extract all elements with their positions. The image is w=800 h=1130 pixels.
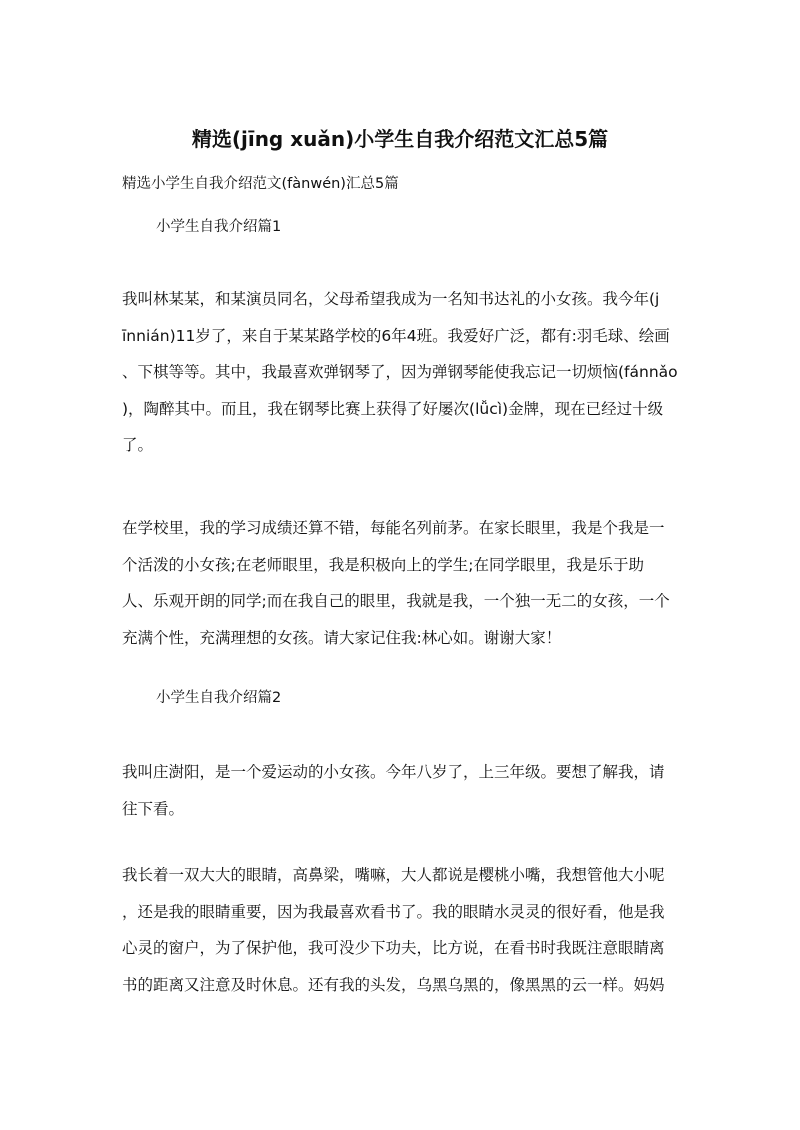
paragraph-1 xyxy=(122,281,682,464)
paragraph-2 xyxy=(122,510,682,656)
document-subtitle: 精选小学生自我介绍范文(fànwén)汇总5篇 xyxy=(122,176,399,192)
paragraph-line: )，陶醉其中。而且，我在钢琴比赛上获得了好屡次(lǚcì)金牌，现在已经过十级 xyxy=(122,399,664,418)
paragraph-line: ，还是我的眼睛重要，因为我最喜欢看书了。我的眼睛水灵灵的很好看，他是我 xyxy=(122,902,665,921)
paragraph-line: 人、乐观开朗的同学;而在我自己的眼里，我就是我，一个独一无二的女孩，一个 xyxy=(122,592,670,610)
document-title: 精选(jīng xuǎn)小学生自我介绍范文汇总5篇 xyxy=(191,127,609,151)
paragraph-line: 我长着一双大大的眼睛，高鼻梁，嘴嘛，大人都说是樱桃小嘴，我想管他大小呢 xyxy=(122,866,665,884)
paragraph-line: 充满个性，充满理想的女孩。请大家记住我:林心如。谢谢大家！ xyxy=(122,628,562,647)
paragraph-line: 个活泼的小女孩;在老师眼里，我是积极向上的学生;在同学眼里，我是乐于助 xyxy=(122,555,644,574)
paragraph-line: 书的距离又注意及时休息。还有我的头发，乌黑乌黑的，像黑黑的云一样。妈妈 xyxy=(122,975,665,994)
paragraph-line: 心灵的窗户，为了保护他，我可没少下功夫，比方说，在看书时我既注意眼睛离 xyxy=(122,939,665,957)
paragraph-line: 我叫庄澍阳，是一个爱运动的小女孩。今年八岁了，上三年级。要想了解我，请 xyxy=(122,763,665,781)
paragraph-line: īnnián)11岁了，来自于某某路学校的6年4班。我爱好广泛，都有:羽毛球、绘画 xyxy=(122,326,670,345)
paragraph-4 xyxy=(122,857,682,1003)
paragraph-line: 了。 xyxy=(122,436,154,454)
section-heading-2: 小学生自我介绍篇2 xyxy=(156,690,282,706)
paragraph-line: 往下看。 xyxy=(122,799,185,818)
section-heading-1: 小学生自我介绍篇1 xyxy=(156,219,282,235)
paragraph-line: 、下棋等等。其中，我最喜欢弹钢琴了，因为弹钢琴能使我忘记一切烦恼(fánnǎo xyxy=(122,363,678,381)
paragraph-3 xyxy=(122,754,682,827)
paragraph-line: 我叫林某某，和某演员同名，父母希望我成为一名知书达礼的小女孩。我今年(j xyxy=(122,290,660,308)
paragraph-line: 在学校里，我的学习成绩还算不错，每能名列前茅。在家长眼里，我是个我是一 xyxy=(122,519,665,537)
